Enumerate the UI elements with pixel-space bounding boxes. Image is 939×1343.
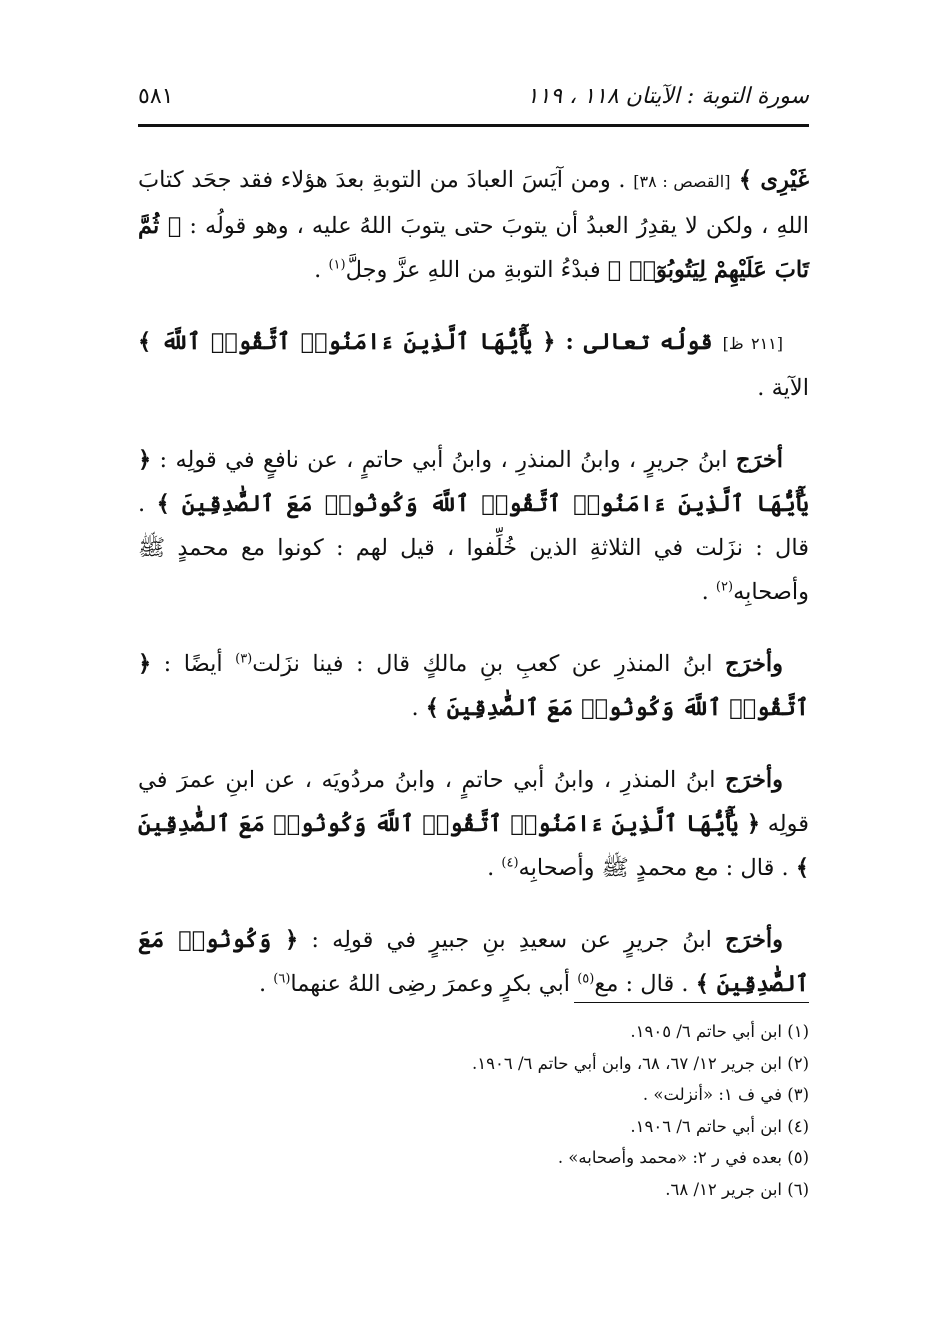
footnote-marker[interactable]: (٥) <box>577 971 595 987</box>
paragraph-text: . قال : مع محمدٍ ﷺ وأصحابِه <box>518 855 796 881</box>
lead-word: وأخرَج <box>725 927 783 953</box>
verse-bracket: ﴾ <box>730 167 761 193</box>
quran-verse: ﴿ يَٰٓأَيُّهَا ٱلَّذِينَ ءَامَنُوا۟ ٱتَّقُوا۟ ٱللَّهَ ﴾ <box>138 329 556 355</box>
paragraph-text: ابنُ المنذرِ ، وابنُ أبي حاتمٍ ، وابنُ مردُويَه ، عن ابنِ عمرَ في قولِه <box>138 767 810 837</box>
footnote-marker[interactable]: (١) <box>328 257 346 273</box>
paragraph-end: . <box>258 971 274 997</box>
quran-verse: غَيْرِى <box>760 167 809 193</box>
footnote-item: (٤) ابن أبي حاتم ٦/ ١٩٠٦. <box>630 1116 809 1136</box>
lead-word: وأخرَج <box>725 651 783 677</box>
footnote-marker[interactable]: (٦) <box>273 971 291 987</box>
paragraph-4 <box>138 642 809 730</box>
quran-verse: ﴿ ٱتَّقُوا۟ ٱللَّهَ وَكُونُوا۟ مَعَ ٱلصَّٰدِقِينَ ﴾ <box>138 651 809 721</box>
paragraph-2 <box>138 320 809 410</box>
paragraph-end: . <box>487 855 502 881</box>
footnote-item: (٣) في ف ١: «أنزلت» . <box>642 1085 809 1104</box>
footnotes <box>138 1016 809 1205</box>
quran-verse: ﴿ يَٰٓأَيُّهَا ٱلَّذِينَ ءَامَنُوا۟ ٱتَّقُوا۟ ٱللَّهَ وَكُونُوا۟ مَعَ ٱلصَّٰدِقِينَ ﴾ <box>138 447 809 517</box>
paragraph-3 <box>138 438 809 614</box>
footnote-item: (١) ابن أبي حاتم ٦/ ١٩٠٥. <box>630 1022 809 1041</box>
quran-verse: ﴿ ثُمَّ تَابَ عَلَيْهِمْ لِيَتُوبُوٓا۟ ﴾ <box>138 213 809 283</box>
footnote-marker[interactable]: (٢) <box>715 579 734 595</box>
paragraph-end: . <box>411 695 426 721</box>
header-rule <box>138 124 809 127</box>
paragraph-text: ابنُ جريرٍ ، وابنُ المنذرِ ، وابنُ أبي حاتمٍ ، عن نافعٍ في قولِه : <box>151 447 736 473</box>
page-header <box>138 76 809 116</box>
running-title: سورة التوبة : الآيتان ١١٨ ، ١١٩ <box>526 83 809 109</box>
paragraph-text: . قال : نزَلت في الثلاثةِ الذين خُلِّفوا ، قيل لهم : كونوا مع محمدٍ ﷺ وأصحابِه <box>138 491 809 605</box>
paragraph-end: . <box>701 579 716 605</box>
paragraph-text: . قال : مع <box>594 971 696 997</box>
paragraph-end: . <box>314 257 329 283</box>
page-number: ٥٨١ <box>138 83 174 109</box>
paragraph-text: أيضًا : <box>151 651 236 677</box>
quran-verse: ﴿ يَٰٓأَيُّهَا ٱلَّذِينَ ءَامَنُوا۟ ٱتَّقُوا۟ ٱللَّهَ وَكُونُوا۟ مَعَ ٱلصَّٰدِقِينَ ﴾ <box>138 811 809 881</box>
lead-word: أخرَج <box>735 447 783 473</box>
paragraph-text: ابنُ جريرٍ عن سعيدِ بنِ جبيرٍ في قولِه : <box>298 927 726 953</box>
paragraph-text: . ومن آيَسَ العبادَ من التوبةِ بعدَ هؤلاء فقد جحَد كتابَ اللهِ ، ولكن لا يقدِرُ العبدُ أن يتوبَ حتى يتوبَ اللهُ عليه ، وهو قولُه : <box>138 167 809 239</box>
main-text <box>138 158 809 1034</box>
footnote-separator <box>574 1002 809 1003</box>
paragraph-5 <box>138 758 809 890</box>
footnote-item: (٢) ابن جرير ١٢/ ٦٧، ٦٨، وابن أبي حاتم ٦/ ١٩٠٦. <box>472 1053 809 1073</box>
verse-reference: [القصص : ٣٨] <box>633 172 731 191</box>
quran-verse: ﴿ وَكُونُوا۟ مَعَ ٱلصَّٰدِقِينَ ﴾ <box>138 927 809 997</box>
paragraph-1 <box>138 158 809 292</box>
lead-word: قولُه تعالى : <box>555 329 723 355</box>
footnote-marker[interactable]: (٤) <box>501 855 519 871</box>
footnote-item: (٦) ابن جرير ١٢/ ٦٨. <box>665 1179 809 1199</box>
paragraph-text: ابنُ المنذرِ عن كعبِ بنِ مالكٍ قال : فينا نزَلت <box>252 651 726 677</box>
paragraph-text: فبدْءُ التوبةِ من اللهِ عزَّ وجلَّ <box>345 257 608 283</box>
lead-word: وأخرَج <box>725 767 783 793</box>
paragraph-end: الآية . <box>757 375 809 401</box>
footnote-item: (٥) بعده في ر ٢: «محمد وأصحابه» . <box>557 1148 809 1167</box>
paragraph-text: أبي بكرٍ وعمرَ رضِى اللهُ عنهما <box>290 971 578 997</box>
footnote-marker[interactable]: (٣) <box>235 651 253 667</box>
paragraph-6 <box>138 918 809 1006</box>
manuscript-reference: [٢١١ ظ] <box>722 334 784 353</box>
